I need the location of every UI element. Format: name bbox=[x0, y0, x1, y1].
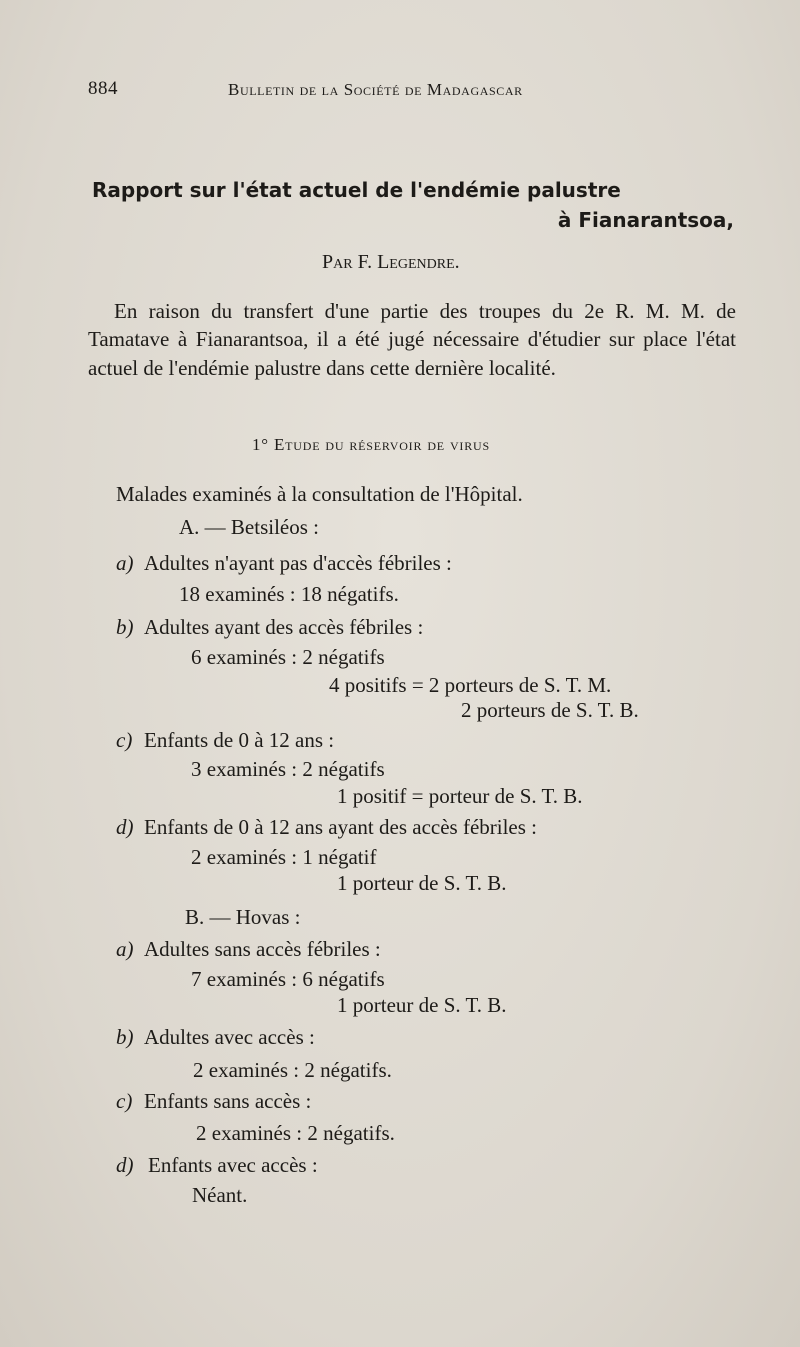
result-line: 2 examinés : 2 négatifs. bbox=[193, 1058, 392, 1082]
section-heading: 1° Etude du réservoir de virus bbox=[252, 435, 490, 454]
item-text: Adultes sans accès fébriles : bbox=[144, 937, 381, 961]
item-text: Adultes avec accès : bbox=[144, 1025, 315, 1049]
result-line: 2 porteurs de S. T. B. bbox=[461, 698, 639, 722]
result-line: 2 examinés : 2 négatifs. bbox=[196, 1121, 395, 1145]
item-text: Enfants avec accès : bbox=[148, 1153, 318, 1177]
article-title-line1: Rapport sur l'état actuel de l'endémie palustre bbox=[92, 178, 621, 202]
item-letter: b) bbox=[116, 1025, 134, 1049]
result-line: 18 examinés : 18 négatifs. bbox=[179, 582, 399, 606]
result-line: 3 examinés : 2 négatifs bbox=[191, 757, 385, 781]
item-text: Adultes n'ayant pas d'accès fébriles : bbox=[144, 551, 452, 575]
item-text: Enfants de 0 à 12 ans ayant des accès fébriles : bbox=[144, 815, 538, 839]
item-text: Adultes ayant des accès fébriles : bbox=[144, 615, 424, 639]
result-line: 6 examinés : 2 négatifs bbox=[191, 645, 385, 669]
section-subtitle: Malades examinés à la consultation de l'Hôpital. bbox=[116, 482, 523, 506]
article-title-line2: à Fianarantsoa, bbox=[557, 208, 734, 232]
item-letter: b) bbox=[116, 615, 134, 639]
result-line: 7 examinés : 6 négatifs bbox=[191, 967, 385, 991]
item-letter: c) bbox=[116, 728, 133, 752]
item-letter: d) bbox=[116, 1153, 134, 1177]
page-number: 884 bbox=[88, 78, 118, 99]
result-line: 4 positifs = 2 porteurs de S. T. M. bbox=[329, 673, 612, 697]
group-a-label: A. — Betsiléos : bbox=[179, 515, 319, 539]
item-text: Enfants sans accès : bbox=[144, 1089, 312, 1113]
result-line: 1 porteur de S. T. B. bbox=[337, 871, 507, 895]
running-header: Bulletin de la Société de Madagascar bbox=[228, 80, 523, 99]
item-text: Enfants de 0 à 12 ans : bbox=[144, 728, 335, 752]
result-line: 1 porteur de S. T. B. bbox=[337, 993, 507, 1017]
item-letter: a) bbox=[116, 551, 134, 575]
intro-text: En raison du transfert d'une partie des troupes du 2e R. M. M. de Tamatave à Fianarantsoa, il a été jugé nécessaire d'étudier sur place l'état actuel de l'endémie palustre dans cette dernière localité. bbox=[88, 299, 736, 380]
item-letter: d) bbox=[116, 815, 134, 839]
result-line: Néant. bbox=[192, 1183, 248, 1207]
item-letter: a) bbox=[116, 937, 134, 961]
item-letter: c) bbox=[116, 1089, 133, 1113]
group-b-label: B. — Hovas : bbox=[185, 905, 301, 929]
result-line: 1 positif = porteur de S. T. B. bbox=[337, 784, 583, 808]
author-line: Par F. Legendre. bbox=[322, 251, 460, 273]
intro-paragraph bbox=[88, 297, 736, 382]
result-line: 2 examinés : 1 négatif bbox=[191, 845, 377, 869]
